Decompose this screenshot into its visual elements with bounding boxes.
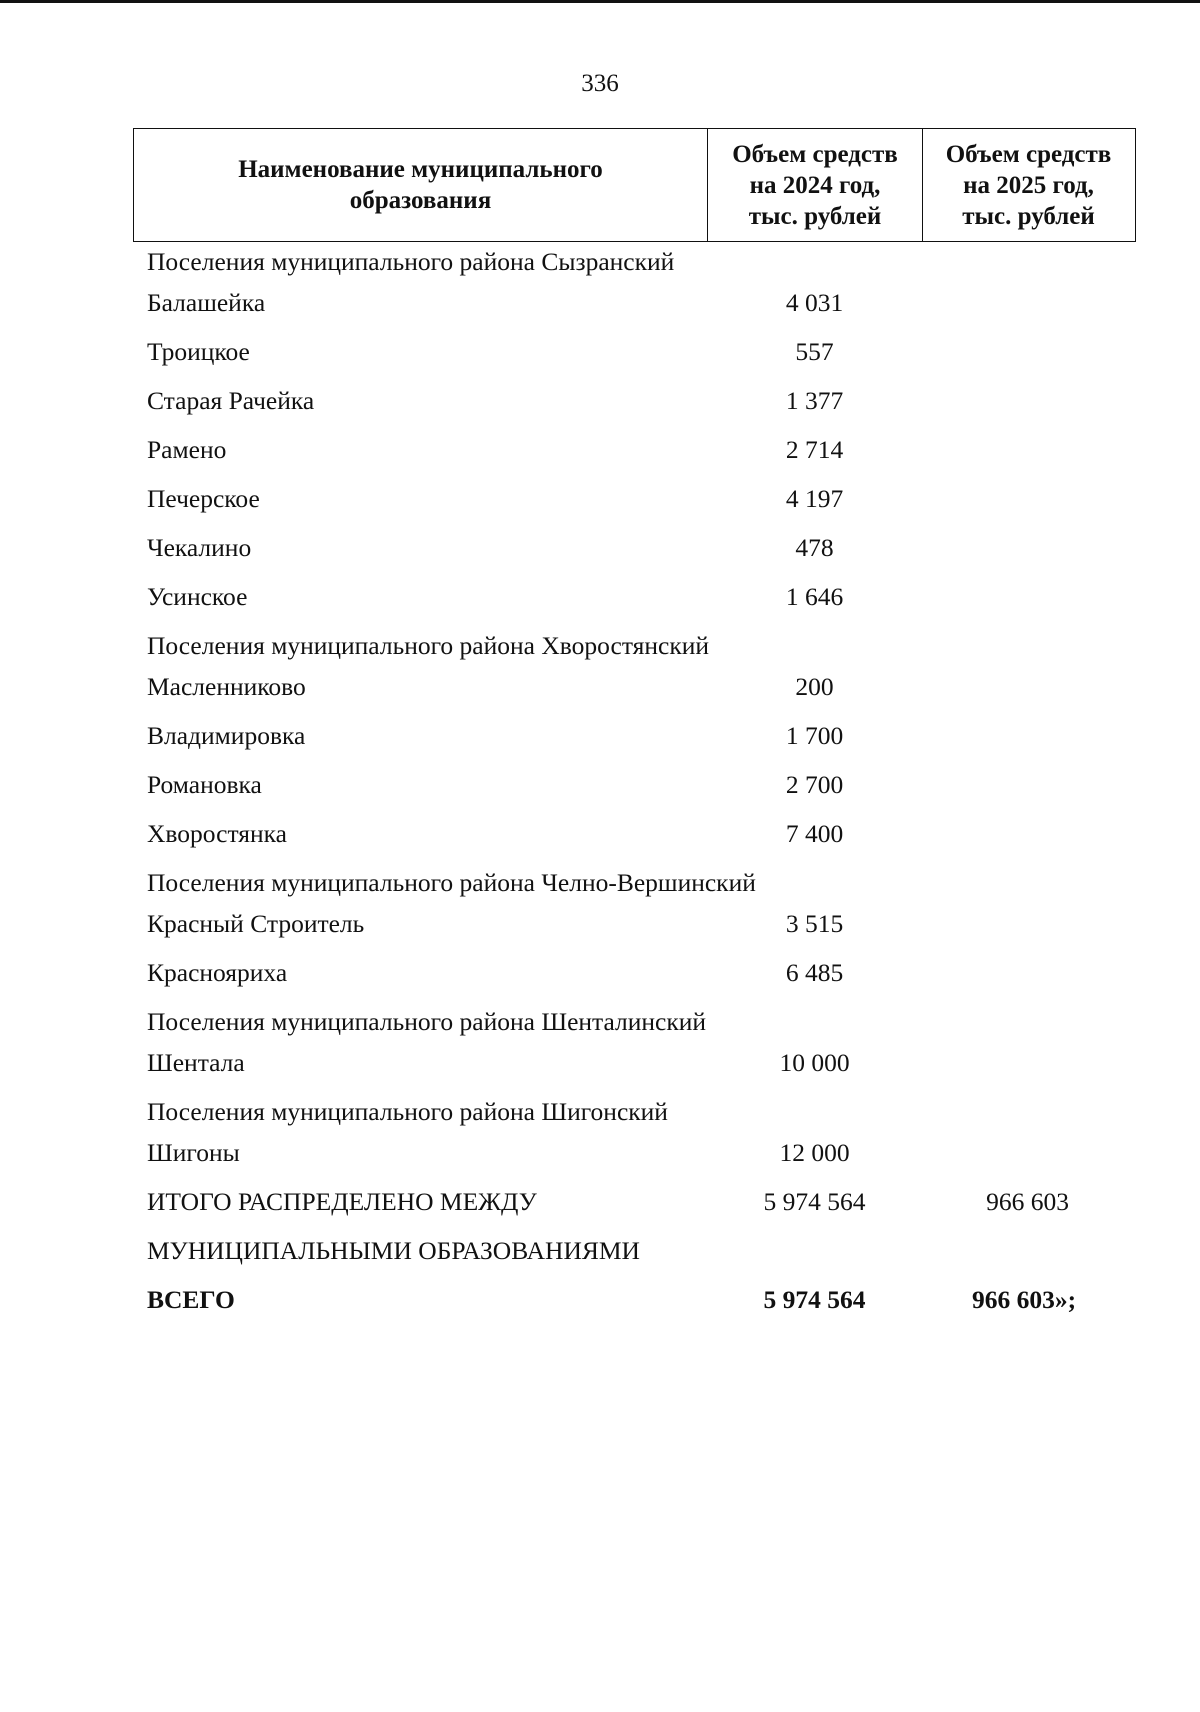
grand-total-label: ВСЕГО <box>147 1285 235 1314</box>
table-row <box>0 817 1200 851</box>
table-row <box>0 956 1200 990</box>
table-row <box>0 531 1200 565</box>
value-2024: 6 485 <box>785 958 844 987</box>
district-row <box>0 1005 1200 1039</box>
header-name-line-2: образования <box>349 187 492 214</box>
header-2024-line-1: Объем средств <box>732 140 898 168</box>
municipality-name: Красный Строитель <box>147 909 365 938</box>
table-header <box>133 128 1136 242</box>
district-name: Поселения муниципального района Шигонский <box>147 1097 668 1126</box>
value-2024: 478 <box>795 533 834 562</box>
value-2024: 7 400 <box>785 819 844 848</box>
municipality-name: Масленниково <box>147 672 306 701</box>
header-2025-column <box>923 129 1134 241</box>
total-distributed-label-line-2: МУНИЦИПАЛЬНЫМИ ОБРАЗОВАНИЯМИ <box>147 1236 640 1265</box>
table-row <box>0 670 1200 704</box>
municipality-name: Балашейка <box>147 288 266 317</box>
municipality-name: Усинское <box>147 582 248 611</box>
total-distributed-row <box>0 1185 1200 1219</box>
value-2024: 1 646 <box>785 582 844 611</box>
municipality-name: Шентала <box>147 1048 245 1077</box>
municipality-name: Чекалино <box>147 533 252 562</box>
header-2025-line-2: на 2025 год, <box>963 171 1094 199</box>
header-2025-line-3: тыс. рублей <box>962 202 1095 230</box>
table-row <box>0 433 1200 467</box>
header-2024-column <box>708 129 923 241</box>
value-2024: 10 000 <box>779 1048 850 1077</box>
total-distributed-row-continued <box>0 1234 1200 1268</box>
total-distributed-2024: 5 974 564 <box>763 1187 866 1216</box>
table-row <box>0 335 1200 369</box>
table-row <box>0 1136 1200 1170</box>
district-row <box>0 1095 1200 1129</box>
header-name-line-1: Наименование муниципального <box>238 156 603 183</box>
value-2024: 1 377 <box>785 386 844 415</box>
district-row <box>0 245 1200 279</box>
value-2024: 1 700 <box>785 721 844 750</box>
municipality-name: Шигоны <box>147 1138 240 1167</box>
header-2024-line-3: тыс. рублей <box>748 202 882 230</box>
total-distributed-2025: 966 603 <box>986 1187 1069 1216</box>
value-2024: 4 031 <box>785 288 844 317</box>
municipality-name: Старая Рачейка <box>147 386 315 415</box>
district-row <box>0 866 1200 900</box>
table-row <box>0 907 1200 941</box>
municipality-name: Хворостянка <box>147 819 287 848</box>
value-2024: 557 <box>795 337 834 366</box>
table-row <box>0 1046 1200 1080</box>
page-number: 336 <box>581 70 619 97</box>
table-row <box>0 384 1200 418</box>
district-name: Поселения муниципального района Хворостянский <box>147 631 710 660</box>
total-distributed-label-line-1: ИТОГО РАСПРЕДЕЛЕНО МЕЖДУ <box>147 1187 537 1216</box>
value-2024: 3 515 <box>785 909 844 938</box>
district-name: Поселения муниципального района Шенталинский <box>147 1007 707 1036</box>
value-2024: 2 700 <box>785 770 844 799</box>
municipality-name: Краснояриха <box>147 958 288 987</box>
municipality-name: Рамено <box>147 435 227 464</box>
district-name: Поселения муниципального района Сызранский <box>147 247 675 276</box>
header-2024-line-2: на 2024 год, <box>749 171 881 199</box>
municipality-name: Печерское <box>147 484 260 513</box>
value-2024: 200 <box>795 672 834 701</box>
top-border-line <box>0 0 1200 3</box>
municipality-name: Владимировка <box>147 721 306 750</box>
municipality-name: Троицкое <box>147 337 250 366</box>
table-row <box>0 286 1200 320</box>
grand-total-2025: 966 603»; <box>972 1285 1077 1314</box>
value-2024: 2 714 <box>785 435 844 464</box>
table-row <box>0 580 1200 614</box>
grand-total-2024: 5 974 564 <box>763 1285 866 1314</box>
header-2025-line-1: Объем средств <box>945 140 1112 168</box>
district-name: Поселения муниципального района Челно-Вершинский <box>147 868 756 897</box>
value-2024: 4 197 <box>785 484 844 513</box>
district-row <box>0 629 1200 663</box>
grand-total-row <box>0 1283 1200 1317</box>
table-row <box>0 768 1200 802</box>
municipality-name: Романовка <box>147 770 262 799</box>
table-row <box>0 482 1200 516</box>
table-row <box>0 719 1200 753</box>
header-name-column <box>134 129 708 241</box>
value-2024: 12 000 <box>779 1138 850 1167</box>
